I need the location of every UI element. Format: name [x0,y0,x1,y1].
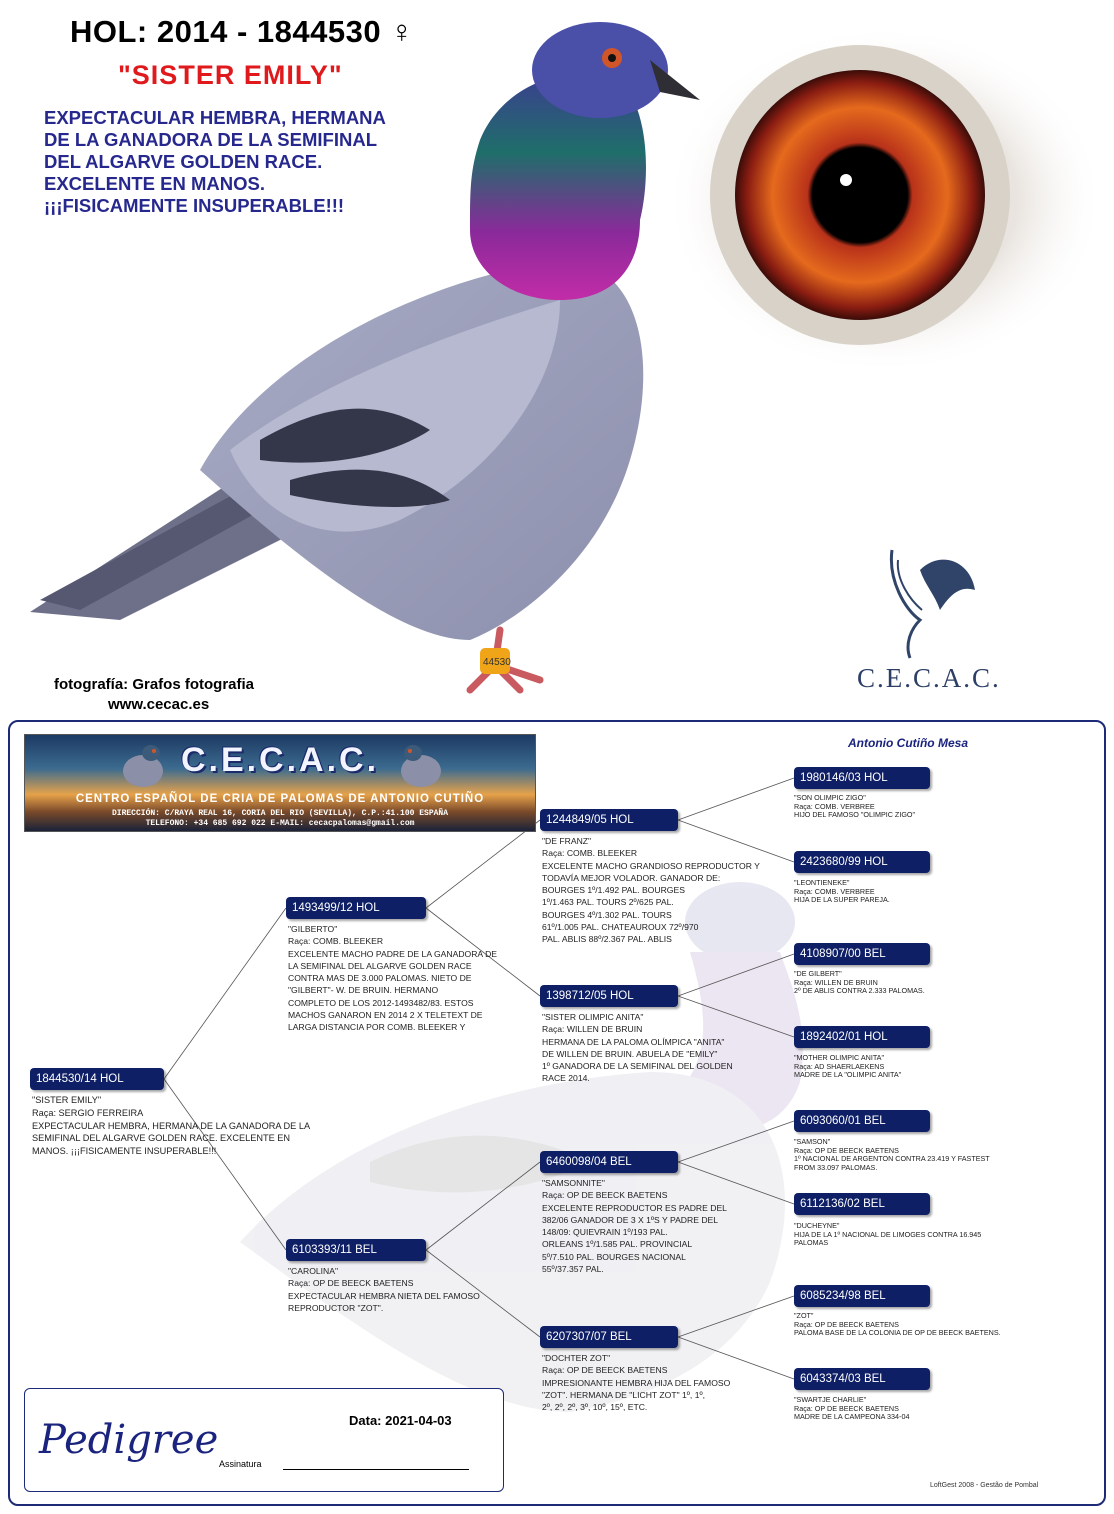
sire-ring[interactable]: 1493499/12 HOL [286,897,426,919]
sire-dam-ring[interactable]: 1398712/05 HOL [540,985,678,1007]
description-line: EXPECTACULAR HEMBRA, HERMANA [44,107,386,128]
sire-info [288,923,497,1034]
info-line: ORLEANS 1º/1.585 PAL. PROVINCIAL [542,1239,693,1250]
info-line: "SWARTJE CHARLIE" [794,1395,867,1404]
dss-ring[interactable]: 6093060/01 BEL [794,1110,930,1132]
info-line: BOURGES 1º/1.492 PAL. BOURGES [542,885,685,896]
info-line: "DOCHTER ZOT" [542,1353,611,1363]
cecac-bird-icon [880,540,990,660]
dam-ring[interactable]: 6103393/11 BEL [286,1239,426,1261]
description-line: DE LA GANADORA DE LA SEMIFINAL [44,129,377,150]
info-line: Raça: OP DE BEECK BAETENS [542,1190,668,1201]
info-line: 2º, 2º, 2º, 3º, 10º, 15º, ETC. [542,1402,648,1413]
sds-ring[interactable]: 4108907/00 BEL [794,943,930,965]
bird-description [44,107,514,217]
info-line: "GILBERT"- W. DE BRUIN. HERMANO [288,985,439,996]
info-line: "LEONTIENEKE" [794,878,850,887]
info-line: MADRE DE LA "OLIMPIC ANITA" [794,1070,902,1080]
photo-credit: fotografía: Grafos fotografia [54,676,255,693]
info-line: PALOMA BASE DE LA COLONIA DE OP DE BEECK BAETENS. [794,1328,1001,1338]
info-line: MADRE DE LA CAMPEONA 334-04 [794,1412,910,1422]
dam-dam-info [542,1352,730,1413]
ssd-ring[interactable]: 2423680/99 HOL [794,851,930,873]
poster [0,0,1114,712]
subject-ring[interactable]: 1844530/14 HOL [30,1068,164,1090]
info-line: REPRODUCTOR "ZOT". [288,1302,384,1313]
info-line: "ZOT". HERMANA DE "LICHT ZOT" 1º, 1º, [542,1389,706,1400]
info-line: 1º NACIONAL DE ARGENTON CONTRA 23.419 Y FASTEST [794,1154,990,1164]
dam-dam-ring[interactable]: 6207307/07 BEL [540,1326,678,1348]
ssd-info [794,879,890,905]
info-line: "SON OLIMPIC ZIGO" [794,793,866,802]
info-line: 1º GANADORA DE LA SEMIFINAL DEL GOLDEN [542,1061,733,1072]
dds-ring[interactable]: 6085234/98 BEL [794,1285,930,1307]
dds-info [794,1312,1001,1338]
ddd-info [794,1396,909,1422]
info-line: Raça: OP DE BEECK BAETENS [288,1278,414,1289]
info-line: 1º/1.463 PAL. TOURS 2º/625 PAL. [542,897,674,908]
info-line: DE WILLEN DE BRUIN. ABUELA DE "EMILY" [542,1048,718,1059]
info-line: "ZOT" [794,1311,814,1320]
sire-sire-info [542,835,760,946]
info-line: SEMIFINAL DEL ALGARVE GOLDEN RACE. EXCELENTE EN [32,1133,291,1144]
info-line: Raça: AD SHAERLAEKENS [794,1061,885,1071]
website-link[interactable]: www.cecac.es [108,696,210,712]
info-line: MACHOS GANARON EN 2014 2 X TELETEXT DE [288,1010,483,1021]
info-line: "SISTER OLIMPIC ANITA" [542,1012,644,1022]
dam-sire-info [542,1177,727,1275]
date-label: Data: 2021-04-03 [349,1413,452,1428]
description-line: DEL ALGARVE GOLDEN RACE. [44,151,323,172]
software-credit: LoftGest 2008 - Gestão de Pombal [930,1482,1039,1489]
info-line: Raça: OP DE BEECK BAETENS [794,1403,899,1413]
info-line: RACE 2014. [542,1073,590,1084]
banner-address: DIRECCIÓN: C/RAYA REAL 16, CORIA DEL RIO (SEVILLA), C.P.:41.100 ESPAÑA [111,809,449,818]
info-line: TODAVÍA MEJOR VOLADOR. GANADOR DE: [542,872,721,883]
sire-dam-info [542,1011,733,1085]
info-line: Raça: COMB. BLEEKER [542,848,638,859]
info-line: 2º DE ABLIS CONTRA 2.333 PALOMAS. [794,986,925,996]
sds-info [794,970,925,996]
info-line: HIJA DE LA SUPER PAREJA. [794,895,890,905]
cecac-banner [24,734,536,832]
info-line: "GILBERTO" [288,924,338,934]
banner-subtitle: CENTRO ESPAÑOL DE CRIA DE PALOMAS DE ANTONIO CUTIÑO [75,793,485,805]
dam-info [288,1265,480,1314]
info-line: PALOMAS [794,1238,829,1248]
info-line: 55º/37.357 PAL. [542,1264,604,1275]
info-line: LARGA DISTANCIA POR COMB. BLEEKER Y [288,1022,466,1033]
dss-info [794,1138,990,1172]
sss-ring[interactable]: 1980146/03 HOL [794,767,930,789]
sdd-ring[interactable]: 1892402/01 HOL [794,1026,930,1048]
info-line: "MOTHER OLIMPIC ANITA" [794,1053,885,1062]
description-line: ¡¡¡FISICAMENTE INSUPERABLE!!! [44,195,345,216]
info-line: PAL. ABLIS 88º/2.367 PAL. ABLIS [542,934,672,945]
info-line: 61º/1.005 PAL. CHATEAUROUX 72º/970 [542,922,699,933]
info-line: BOURGES 4º/1.302 PAL. TOURS [542,909,672,920]
signature-box [24,1388,504,1492]
info-line: HERMANA DE LA PALOMA OLÍMPICA "ANITA" [542,1036,725,1047]
info-line: "DE FRANZ" [542,836,592,846]
info-line: Raça: WILLEN DE BRUIN [542,1024,643,1035]
bird-name: "SISTER EMILY" [118,60,343,90]
info-line: EXPECTACULAR HEMBRA, HERMANA DE LA GANADORA DE LA [32,1120,311,1131]
info-line: Raça: COMB. VERBREE [794,886,875,896]
subject-info [32,1094,310,1158]
dsd-info [794,1222,981,1248]
ddd-ring[interactable]: 6043374/03 BEL [794,1368,930,1390]
info-line: "DUCHEYNE" [794,1221,840,1230]
info-line: MANOS. ¡¡¡FISICAMENTE INSUPERABLE!!! [32,1146,217,1157]
sdd-info [794,1054,901,1080]
eye-photo [660,20,1110,380]
dam-sire-ring[interactable]: 6460098/04 BEL [540,1151,678,1173]
banner-title: C.E.C.A.C. [180,741,380,779]
info-line: 148/09: QUIEVRAIN 1º/193 PAL. [542,1227,668,1238]
info-line: 382/06 GANADOR DE 3 X 1ºS Y PADRE DEL [542,1214,719,1225]
info-line: IMPRESIONANTE HEMBRA HIJA DEL FAMOSO [542,1377,731,1388]
info-line: "CAROLINA" [288,1266,339,1276]
info-line: Raça: COMB. BLEEKER [288,936,384,947]
info-line: EXCELENTE REPRODUCTOR ES PADRE DEL [542,1202,727,1213]
info-line: "DE GILBERT" [794,969,842,978]
info-line: COMPLETO DE LOS 2012-1493482/83. ESTOS [288,997,474,1008]
info-line: "SISTER EMILY" [32,1095,102,1105]
info-line: Raça: COMB. VERBREE [794,801,875,811]
description-line: EXCELENTE EN MANOS. [44,173,265,194]
info-line: "SAMSON" [794,1137,831,1146]
info-line: Raça: SERGIO FERREIRA [32,1107,144,1118]
info-line: Raça: OP DE BEECK BAETENS [794,1145,899,1155]
pedigree-sheet [8,720,1106,1506]
info-line: FROM 33.097 PALOMAS. [794,1162,878,1172]
info-line: EXCELENTE MACHO GRANDIOSO REPRODUCTOR Y [542,860,760,871]
info-line: 5º/7.510 PAL. BOURGES NACIONAL [542,1251,686,1262]
sss-info [794,794,915,820]
info-line: LA SEMIFINAL DEL ALGARVE GOLDEN RACE [288,960,472,971]
info-line: "SAMSONNITE" [542,1178,605,1188]
signature-label: Assinatura [219,1459,262,1469]
banner-telephone: TELEFONO: +34 685 692 022 E-MAIL: cecacpalomas@gmail.com [145,819,415,828]
signature-line[interactable] [283,1469,469,1470]
ring-label: 44530 [483,657,511,668]
info-line: Raça: WILLEN DE BRUIN [794,977,878,987]
ring-title: HOL: 2014 - 1844530 ♀ [70,14,414,49]
info-line: EXPECTACULAR HEMBRA NIETA DEL FAMOSO [288,1290,480,1301]
info-line: CONTRA MAS DE 3.000 PALOMAS. NIETO DE [288,973,472,984]
info-line: EXCELENTE MACHO PADRE DE LA GANADORA DE [288,948,498,959]
info-line: HIJO DEL FAMOSO "OLIMPIC ZIGO" [794,810,916,820]
pedigree-logo: Pedigree [39,1417,219,1463]
cecac-logo-text: C.E.C.A.C. [857,663,1001,693]
info-line: Raça: OP DE BEECK BAETENS [542,1365,668,1376]
info-line: Raça: OP DE BEECK BAETENS [794,1319,899,1329]
info-line: HIJA DE LA 1º NACIONAL DE LIMOGES CONTRA 16.945 [794,1229,982,1239]
sire-sire-ring[interactable]: 1244849/05 HOL [540,809,678,831]
owner-name: Antonio Cutiño Mesa [848,736,968,750]
dsd-ring[interactable]: 6112136/02 BEL [794,1193,930,1215]
